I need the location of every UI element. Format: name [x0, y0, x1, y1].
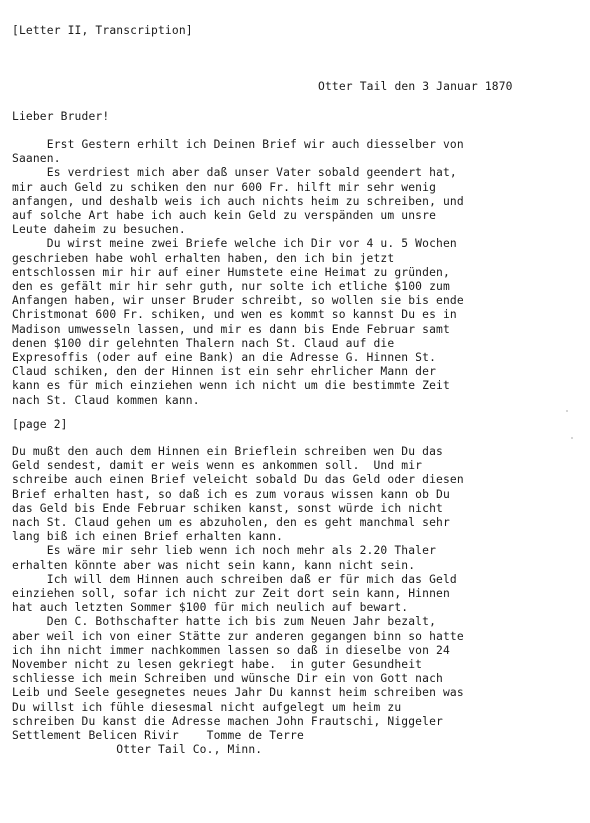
letter-line: nach St. Claud gehen um es abzuholen, den es geht manchmal sehr [12, 516, 450, 529]
letter-line: Du wirst meine zwei Briefe welche ich Dir vor 4 u. 5 Wochen [12, 237, 457, 251]
letter-line: anfangen, und deshalb weis ich auch nichts heim zu schreiben, und [12, 194, 464, 208]
letter-line: denen $100 dir gelehnten Thalern nach St. Claud auf die [12, 336, 395, 350]
letter-line: Erst Gestern erhilt ich Deinen Brief wir auch diesselber von [12, 138, 464, 151]
letter-line: Du mußt den auch dem Hinnen ein Brieflein schreiben wen Du das [12, 445, 443, 458]
letter-line: auf solche Art habe ich auch kein Geld zu verspänden um unsre [12, 209, 437, 222]
letter-line: Es verdriest mich aber daß unser Vater sobald geendert hat, [12, 166, 457, 180]
letter-line: schliesse ich mein Schreiben und wünsche Dir ein von Gott nach [12, 672, 443, 686]
letter-line: mir auch Geld zu schiken den nur 600 Fr. hilft mir sehr wenig [12, 180, 437, 194]
letter-line: Ich will dem Hinnen auch schreiben daß er für mich das Geld [12, 572, 457, 586]
letter-line: Leute daheim zu besuchen. [12, 223, 186, 237]
letter-line: Settlement Belicen Rivir Tomme de Terre [12, 729, 304, 742]
letter-line: Saanen. [12, 152, 61, 166]
letter-line: November nicht zu lesen gekriegt habe. in guter Gesundheit [12, 658, 423, 671]
salutation: Lieber Bruder! [12, 110, 110, 123]
letter-line: Christmonat 600 Fr. schiken, und wen es kommt so kannst Du es in [12, 308, 457, 322]
letter-line: Du willst ich fühle diesesmal nicht aufgelegt um heim zu [12, 700, 402, 714]
letter-line: erhalten könnte aber was nicht sein kann, kann nicht sein. [12, 558, 416, 572]
scan-speck [571, 437, 573, 439]
letter-line: entschlossen mir hir auf einer Humstete eine Heimat zu gründen, [12, 265, 450, 279]
letter-line: lang biß ich einen Brief erhalten kann. [12, 530, 284, 544]
letter-line: kann es für mich einziehen wenn ich nicht um die bestimmte Zeit [12, 379, 450, 393]
letter-line: Claud schiken, den der Hinnen ist ein sehr ehrlicher Mann der [12, 365, 437, 379]
letter-line: Es wäre mir sehr lieb wenn ich noch mehr als 2.20 Thaler [12, 544, 437, 558]
letter-line: Otter Tail Co., Minn. [12, 743, 263, 757]
letter-line: Leib und Seele gesegnetes neues Jahr Du kannst heim schreiben was [12, 686, 464, 700]
letter-line: geschrieben habe wohl erhalten haben, den ich bin jetzt [12, 251, 395, 265]
letter-line: Expresoffis (oder auf eine Bank) an die Adresse G. Hinnen St. [12, 351, 437, 364]
letter-line: nach St. Claud kommen kann. [12, 393, 200, 407]
letter-line: schreibe auch einen Brief veleicht sobald Du das Geld oder diesen [12, 473, 464, 487]
letter-line: hat auch letzten Sommer $100 für mich neulich auf bewart. [12, 601, 409, 615]
scan-speck [566, 410, 568, 412]
letter-line: ich ihn nicht immer nachkommen lassen so daß in dieselbe von 24 [12, 643, 450, 657]
letter-line: Geld sendest, damit er weis wenn es ankommen soll. Und mir [12, 459, 423, 473]
letter-line: Madison umwesseln lassen, und mir es dann bis Ende Februar samt [12, 322, 450, 336]
letter-line: Brief erhalten hast, so daß ich es zum voraus wissen kann ob Du [12, 487, 450, 501]
letter-line: Anfangen haben, wir unser Bruder schreibt, so wollen sie bis ende [12, 294, 464, 308]
transcription-header: [Letter II, Transcription] [12, 24, 193, 37]
page-marker: [page 2] [12, 418, 68, 431]
letter-line: den es gefält mir hir sehr guth, nur solte ich etliche $100 zum [12, 280, 450, 293]
dateline: Otter Tail den 3 Januar 1870 [318, 80, 513, 93]
letter-line: aber weil ich von einer Stätte zur anderen gegangen binn so hatte [12, 629, 464, 643]
letter-line: einziehen soll, sofar ich nicht zur Zeit dort sein kann, Hinnen [12, 587, 450, 600]
letter-line: schreiben Du kanst die Adresse machen John Frautschi, Niggeler [12, 714, 443, 728]
letter-line: das Geld bis Ende Februar schiken kanst, sonst würde ich nicht [12, 501, 443, 515]
letter-line: Den C. Bothschafter hatte ich bis zum Neuen Jahr bezalt, [12, 615, 437, 629]
